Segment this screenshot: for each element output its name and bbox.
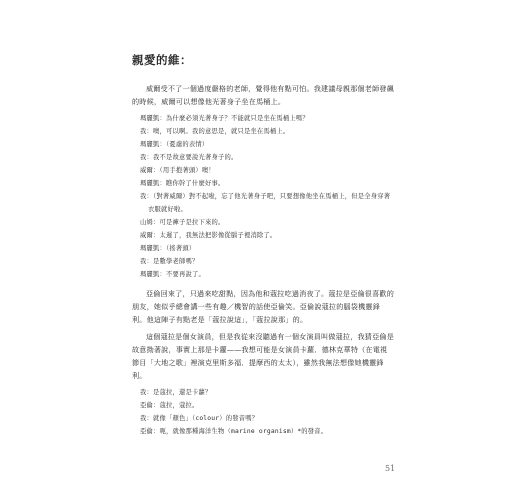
dialog-line: 我：就像「顏色」（colour）的發音嗎？ [140,415,259,422]
dialog-block [132,112,394,281]
dialog-line: 威爾：太遲了，我無法把影像從腦子裡消除了。 [140,232,277,239]
paragraph: 亞倫回來了，只過來吃甜點，因為他和蔻拉吃過消夜了。蔻拉是亞倫很喜歡的朋友，她似乎總會講一些有趣／機智的話使亞倫笑。亞倫說蔻拉的腦袋機靈鋒利。他這陣子有點老是「蔻拉說這」，「蔻拉說那」的。 [132,289,394,324]
paragraph: 這個蔻拉是個女演員，但是我從來沒聽過有一個女演員叫做蔻拉，我猜亞倫是故意拗著說，事實上那是卡蘿——我想可能是女演員卡蘿．德林克華特（在電視節目「大地之歌」裡演克里斯多福．提摩西的太太），雖然我無法想像她機靈鋒利。 [132,332,394,380]
salutation: 親愛的維： [132,53,192,67]
dialog-line: 我：是蔻拉，還是卡蘿？ [140,389,212,396]
dialog-line: 我：（對著威爾）對不起啦，忘了他光著身子吧，只要想像他坐在馬桶上，但是全身穿著衣服就好啦。 [140,193,391,213]
dialog-block [132,386,394,438]
dialog-line: 瑪麗凱：（搖著頭） [140,245,196,252]
dialog-line: 我：是數學老師嗎？ [140,258,199,265]
dialog-line: 威爾：（用手抱著頭）噢！ [140,167,215,174]
body-text [132,82,394,444]
dialog-line: 瑪麗凱：瞧你幹了什麼好事。 [140,180,225,187]
dialog-line: 我：我不是故意要說光著身子的。 [140,154,238,161]
dialog-line: 我：噢，可以啊。我的意思是，就只是坐在馬桶上。 [140,128,290,135]
dialog-line: 山姆：可是褲子是拉下來的。 [140,219,225,226]
paragraph: 威爾受不了一個過度嚴格的老師，覺得他有點可怕。我建議母親那個老師發飆的時候，威爾可以想像他光著身子坐在馬桶上。 [132,84,394,106]
dialog-line: 瑪麗凱：（憂慮的表情） [140,141,209,148]
dialog-line: 瑪麗凱：為什麼必須光著身子？不能就只是坐在馬桶上嗎？ [140,115,309,122]
dialog-line: 瑪麗凱：不要再說了。 [140,271,205,278]
dialog-line: 亞倫：呃，就像那種海洋生物（marine organism）*的發音。 [140,428,328,435]
dialog-line: 亞倫：蔻拉，蔻拉。 [140,402,199,409]
page-number: 51 [385,464,396,473]
